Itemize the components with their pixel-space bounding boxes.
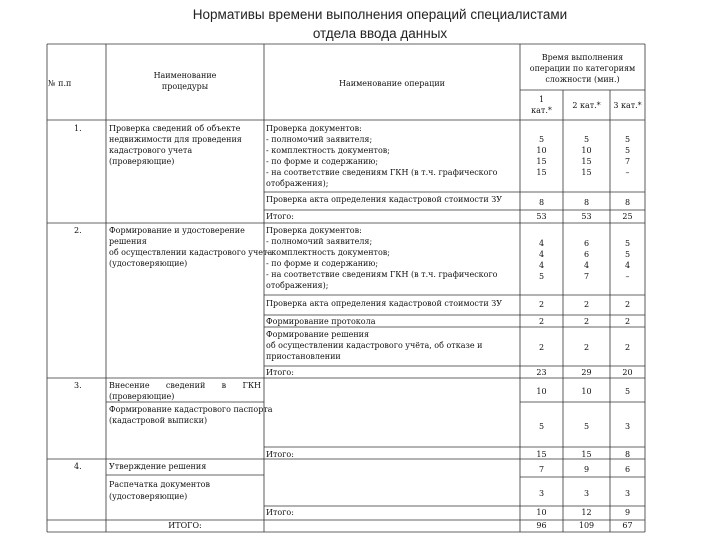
grand-total-label: ИТОГО: — [168, 521, 202, 530]
sec1-op-line: - комплектность документов; — [266, 146, 390, 155]
header-cat1-line1: 1 — [538, 95, 545, 104]
value-cell: 4 — [624, 261, 631, 270]
sec3-proc1-word: ГКН — [242, 381, 261, 390]
sec3-proc1-word: сведений — [165, 381, 206, 390]
sec2-num: 2. — [74, 226, 82, 235]
header-cat1-line2: кат.* — [531, 106, 552, 115]
sec1-op-line: - по форме и содержанию; — [266, 157, 379, 166]
value-cell: 6 — [583, 239, 590, 248]
sec4-proc1: Утверждение решения — [109, 462, 207, 471]
sec1-cat3-values — [610, 134, 645, 178]
value-cell: 5 — [538, 422, 545, 431]
sec4-num: 4. — [74, 462, 82, 471]
sec1-cat1-values — [520, 134, 563, 178]
sec3-proc1-line1 — [109, 380, 261, 391]
grand-total-cell: 96 — [536, 521, 547, 530]
total-cell: 15 — [536, 450, 547, 459]
value-cell: 2 — [624, 300, 631, 309]
header-procedure-line1: Наименование — [153, 71, 217, 80]
value-cell: 2 — [624, 317, 631, 326]
value-cell: 6 — [624, 465, 631, 474]
value-cell: 5 — [583, 422, 590, 431]
sec2-proc-line: решения — [109, 237, 147, 246]
title-line-1: Нормативы времени выполнения операций специалистами — [192, 7, 568, 22]
total-cell: 23 — [536, 368, 547, 377]
sec1-op-line: - на соответствие сведениям ГКН (в т.ч. графического — [266, 168, 498, 177]
value-cell: 2 — [538, 317, 545, 326]
sec1-total-label: Итого: — [266, 212, 294, 221]
sec1-num: 1. — [74, 124, 82, 133]
sec2-decision-line: об осуществлении кадастрового учёта, об отказе и — [266, 341, 483, 350]
value-cell: 4 — [538, 250, 545, 259]
total-cell: 29 — [581, 368, 592, 377]
sec4-total-label: Итого: — [266, 508, 294, 517]
value-cell: 2 — [583, 317, 590, 326]
value-cell: 10 — [581, 146, 592, 155]
value-cell: 10 — [581, 387, 592, 396]
sec2-cat1-values — [520, 238, 563, 282]
value-cell: 2 — [583, 300, 590, 309]
total-cell: 15 — [581, 450, 592, 459]
header-procedure-line2: процедуры — [161, 82, 209, 91]
sec2-protocol-operation: Формирование протокола — [266, 317, 376, 326]
header-operation: Наименование операции — [339, 79, 445, 88]
value-cell: – — [625, 168, 630, 177]
sec2-decision-operation — [266, 329, 482, 362]
header-procedure — [106, 70, 264, 92]
sec1-op-line: - полномочий заявителя; — [266, 135, 373, 144]
sec3-proc1-word: в — [221, 381, 227, 390]
value-cell: 15 — [581, 168, 592, 177]
sec2-proc-line: Формирование и удостоверение — [109, 226, 245, 235]
value-cell: 3 — [624, 489, 631, 498]
sec1-act-operation: Проверка акта определения кадастровой стоимости ЗУ — [266, 195, 502, 204]
sec2-op-line: - комплектность документов; — [266, 248, 390, 257]
value-cell: 2 — [624, 343, 631, 352]
total-cell: 53 — [581, 212, 592, 221]
value-cell: 3 — [583, 489, 590, 498]
sec2-op-line: - на соответствие сведениям ГКН (в т.ч. графического — [266, 270, 498, 279]
header-time — [520, 52, 645, 85]
value-cell: 5 — [624, 239, 631, 248]
value-cell: 5 — [538, 135, 545, 144]
value-cell: 15 — [536, 168, 547, 177]
total-cell: 9 — [624, 508, 631, 517]
sec2-procedure — [109, 225, 272, 269]
sec2-decision-line: Формирование решения — [266, 330, 370, 339]
sec3-total-label: Итого: — [266, 450, 294, 459]
total-cell: 20 — [622, 368, 633, 377]
sec3-num: 3. — [74, 381, 82, 390]
value-cell: 5 — [624, 250, 631, 259]
title-line-2: отдела ввода данных — [312, 26, 448, 41]
sec4-proc2-line2: (удостоверяющие) — [109, 492, 188, 501]
sec1-proc-line: недвижимости для проведения — [109, 135, 242, 144]
sec3-proc1-word: Внесение — [109, 381, 150, 390]
value-cell: 4 — [538, 261, 545, 270]
total-cell: 25 — [622, 212, 633, 221]
value-cell: 5 — [538, 272, 545, 281]
sec1-op-line: Проверка документов: — [266, 124, 362, 133]
value-cell: 2 — [538, 343, 545, 352]
total-cell: 53 — [536, 212, 547, 221]
sec2-cat2-values — [563, 238, 610, 282]
total-cell: 8 — [624, 450, 631, 459]
header-time-line3: сложности (мин.) — [545, 75, 620, 84]
grand-total-cell: 109 — [578, 521, 595, 530]
value-cell: 15 — [536, 157, 547, 166]
sec1-operations — [266, 123, 498, 189]
sec1-procedure — [109, 123, 242, 167]
value-cell: 3 — [624, 422, 631, 431]
sec2-op-line: - по форме и содержанию; — [266, 259, 379, 268]
header-num: № п.п — [48, 79, 72, 88]
value-cell: 5 — [624, 387, 631, 396]
value-cell: 7 — [583, 272, 590, 281]
sec1-cat2-values — [563, 134, 610, 178]
total-cell: 12 — [581, 508, 592, 517]
value-cell: 10 — [536, 387, 547, 396]
value-cell: 5 — [624, 135, 631, 144]
sec1-proc-line: кадастрового учета — [109, 146, 193, 155]
value-cell: 15 — [581, 157, 592, 166]
header-cat3: 3 кат.* — [613, 101, 642, 110]
sec2-proc-line: об осуществлении кадастрового учета — [109, 248, 273, 257]
sec3-proc2-line2: (кадастровой выписки) — [109, 416, 208, 425]
value-cell: 6 — [583, 250, 590, 259]
header-cat2: 2 кат.* — [572, 101, 601, 110]
value-cell: – — [625, 272, 630, 281]
sec2-decision-line: приостановлении — [266, 352, 341, 361]
sec2-act-operation: Проверка акта определения кадастровой стоимости ЗУ — [266, 299, 502, 308]
value-cell: 8 — [624, 198, 631, 207]
sec3-proc1-line2: (проверяющие) — [109, 392, 175, 401]
value-cell: 5 — [583, 135, 590, 144]
value-cell: 4 — [538, 239, 545, 248]
value-cell: 5 — [624, 146, 631, 155]
sec2-op-line: отображения); — [266, 281, 329, 290]
value-cell: 2 — [538, 300, 545, 309]
sec2-total-label: Итого: — [266, 368, 294, 377]
value-cell: 3 — [538, 489, 545, 498]
value-cell: 4 — [583, 261, 590, 270]
value-cell: 9 — [583, 465, 590, 474]
value-cell: 8 — [583, 198, 590, 207]
sec2-operations — [266, 225, 498, 291]
header-cat1 — [520, 94, 563, 116]
grand-total-cell: 67 — [622, 521, 633, 530]
sec2-cat3-values — [610, 238, 645, 282]
total-cell: 10 — [536, 508, 547, 517]
value-cell: 7 — [624, 157, 631, 166]
sec1-proc-line: (проверяющие) — [109, 157, 175, 166]
header-time-line1: Время выполнения — [541, 53, 624, 62]
value-cell: 10 — [536, 146, 547, 155]
sec2-op-line: Проверка документов: — [266, 226, 362, 235]
sec2-proc-line: (удостоверяющие) — [109, 259, 188, 268]
sec1-op-line: отображения); — [266, 179, 329, 188]
value-cell: 8 — [538, 198, 545, 207]
value-cell: 2 — [583, 343, 590, 352]
sec4-proc2-line1: Распечатка документов — [109, 480, 210, 489]
sec3-proc2-line1: Формирование кадастрового паспорта — [109, 405, 273, 414]
header-time-line2: операции по категориям — [529, 64, 636, 73]
value-cell: 7 — [538, 465, 545, 474]
sec1-proc-line: Проверка сведений об объекте — [109, 124, 241, 133]
sec2-op-line: - полномочий заявителя; — [266, 237, 373, 246]
